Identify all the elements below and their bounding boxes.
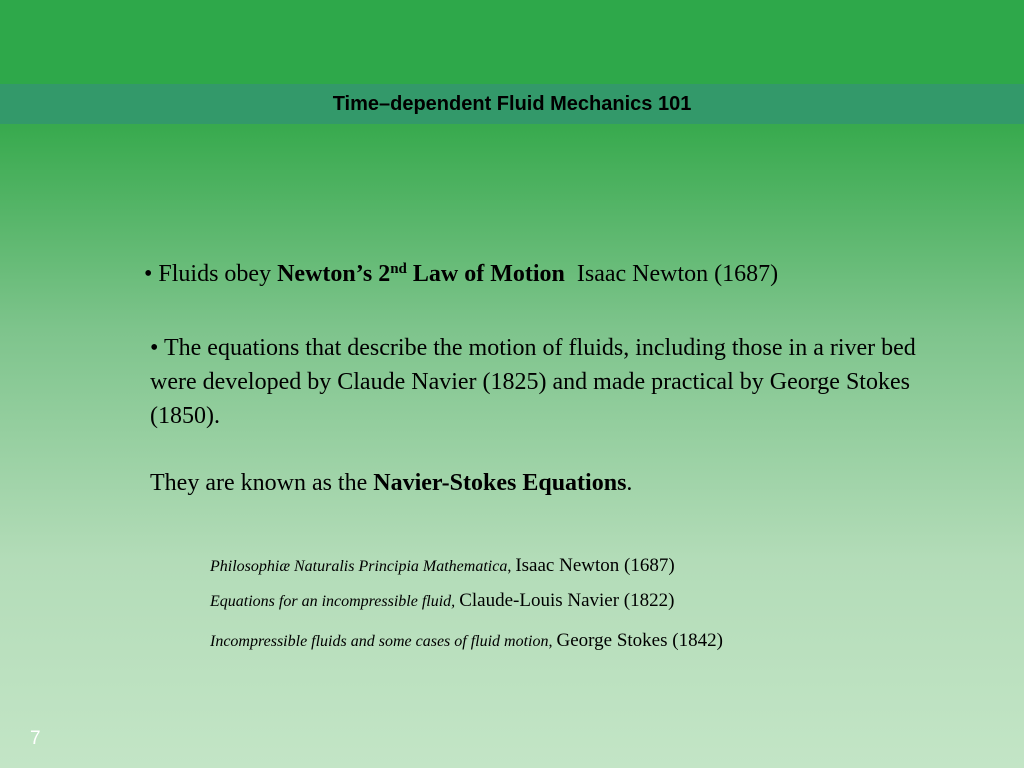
- reference-work: Incompressible fluids and some cases of fluid motion,: [210, 633, 553, 650]
- reference-work: Equations for an incompressible fluid,: [210, 593, 456, 610]
- bullet-marker: •: [150, 335, 159, 361]
- known-pre: They are known as the: [150, 470, 374, 496]
- reference-work: Philosophiæ Naturalis Principia Mathematica: [210, 558, 508, 575]
- reference-item: [210, 553, 675, 580]
- bullet-text-post: Isaac Newton (1687): [576, 261, 779, 287]
- known-bold: Navier-Stokes Equations: [373, 470, 627, 496]
- reference-author: Claude-Louis Navier (1822): [459, 590, 675, 611]
- reference-author: George Stokes (1842): [556, 630, 723, 651]
- law-bold-a: Newton’s 2: [277, 261, 391, 287]
- reference-item: [210, 628, 723, 655]
- law-bold-b: Law of Motion: [406, 261, 565, 287]
- law-superscript: nd: [390, 261, 407, 277]
- known-as-line: [150, 467, 632, 499]
- bullet-marker: •: [144, 261, 153, 287]
- title-bar: [0, 84, 1024, 124]
- slide-title: Time–dependent Fluid Mechanics 101: [332, 93, 692, 115]
- bullet-text-pre: Fluids obey: [158, 261, 272, 287]
- page-number: 7: [30, 728, 41, 749]
- bullet-equations-history: [150, 331, 950, 433]
- reference-sep: ,: [507, 558, 516, 575]
- reference-author: Isaac Newton (1687): [515, 555, 675, 576]
- bullet-text: The equations that describe the motion of fluids, including those in a river bed were developed by Claude Navier (1825) and made practical by George Stokes (1850).: [150, 335, 916, 429]
- bullet-newton-law: [144, 258, 778, 290]
- known-post: .: [626, 470, 633, 496]
- top-band: [0, 0, 1024, 84]
- reference-item: [210, 588, 674, 615]
